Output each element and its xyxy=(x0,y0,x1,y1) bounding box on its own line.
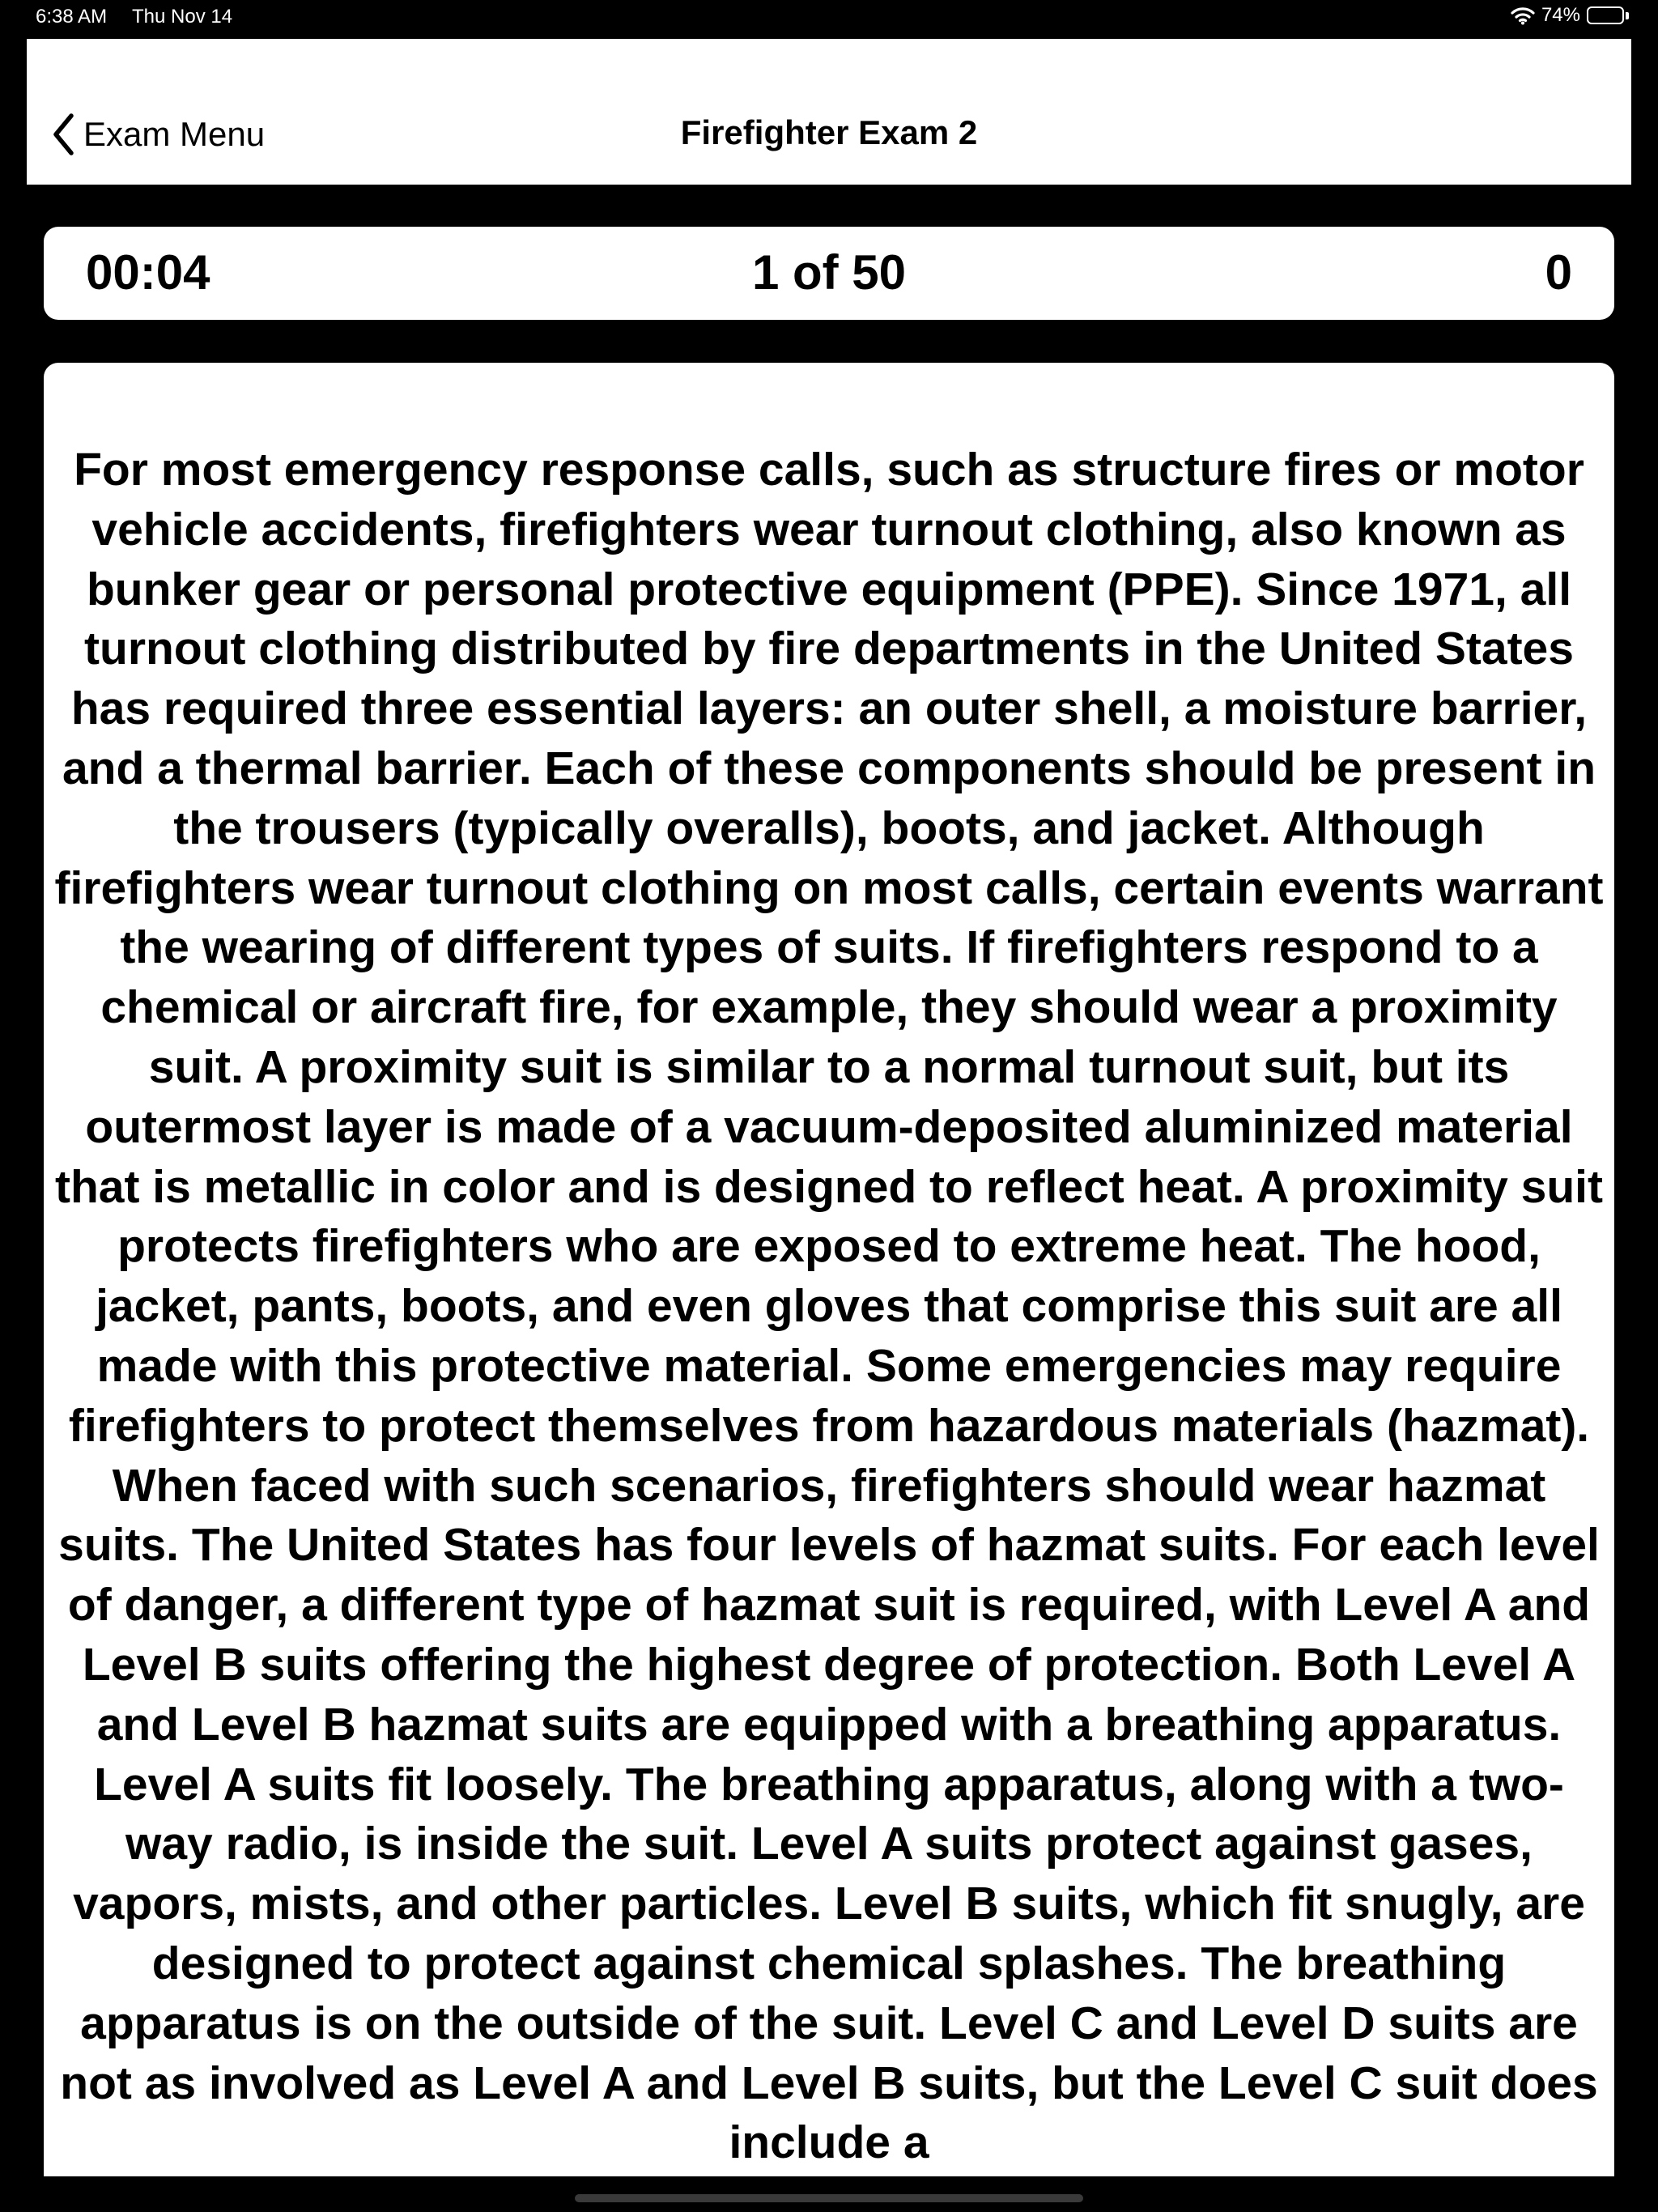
status-bar xyxy=(0,0,1658,34)
score-counter: 0 xyxy=(1545,245,1572,300)
status-indicators xyxy=(1511,4,1629,27)
status-date: Thu Nov 14 xyxy=(132,6,233,28)
back-button-label: Exam Menu xyxy=(83,115,266,153)
passage-text: For most emergency response calls, such as structure fires or motor vehicle accidents, firefighters wear turnout clothing, also known as bunker gear or personal protective equipment (PPE). Since 1971, all turnout clothing distributed by fire departments in the United States has required three essential layers: an outer shell, a moisture barrier, and a thermal barrier. Each of these components should be present in the trousers (typically overalls), boots, and jacket. Although firefighters wear turnout clothing on most calls, certain events warrant the wearing of different types of suits. If firefighters respond to a chemical or aircraft fire, for example, they should wear a proximity suit. A proximity suit is similar to a normal turnout suit, but its outermost layer is made of a vacuum-deposited aluminized material that is metallic in color and is designed to reflect heat. A proximity suit protects firefighters who are exposed to extreme heat. The hood, jacket, pants, boots, and even gloves that comprise this suit are all made with this protective material. Some emergencies may require firefighters to protect themselves from hazardous materials (hazmat). When faced with such scenarios, firefighters should wear hazmat suits. The United States has four levels of hazmat suits. For each level of danger, a different type of hazmat suit is required, with Level A and Level B suits offering the highest degree of protection. Both Level A and Level B hazmat suits are equipped with a breathing apparatus. Level A suits fit loosely. The breathing apparatus, along with a two-way radio, is inside the suit. Level A suits protect against gases, vapors, mists, and other particles. Level B suits, which fit snugly, are designed to protect against chemical splashes. The breathing apparatus is on the outside of the suit. Level C and Level D suits are not as involved as Level A and Level B suits, but the Level C suit does include a xyxy=(54,444,1604,2169)
battery-percent: 74% xyxy=(1541,4,1580,26)
exam-info-bar xyxy=(44,227,1614,320)
home-indicator[interactable] xyxy=(575,2194,1083,2202)
battery-icon xyxy=(1587,6,1629,24)
navigation-bar xyxy=(27,39,1631,185)
status-time: 6:38 AM xyxy=(36,6,108,28)
question-counter: 1 of 50 xyxy=(751,245,907,300)
passage-card[interactable] xyxy=(44,363,1614,2176)
wifi-icon xyxy=(1511,6,1535,25)
page-title: Firefighter Exam 2 xyxy=(680,113,978,151)
exam-timer: 00:04 xyxy=(86,245,210,300)
